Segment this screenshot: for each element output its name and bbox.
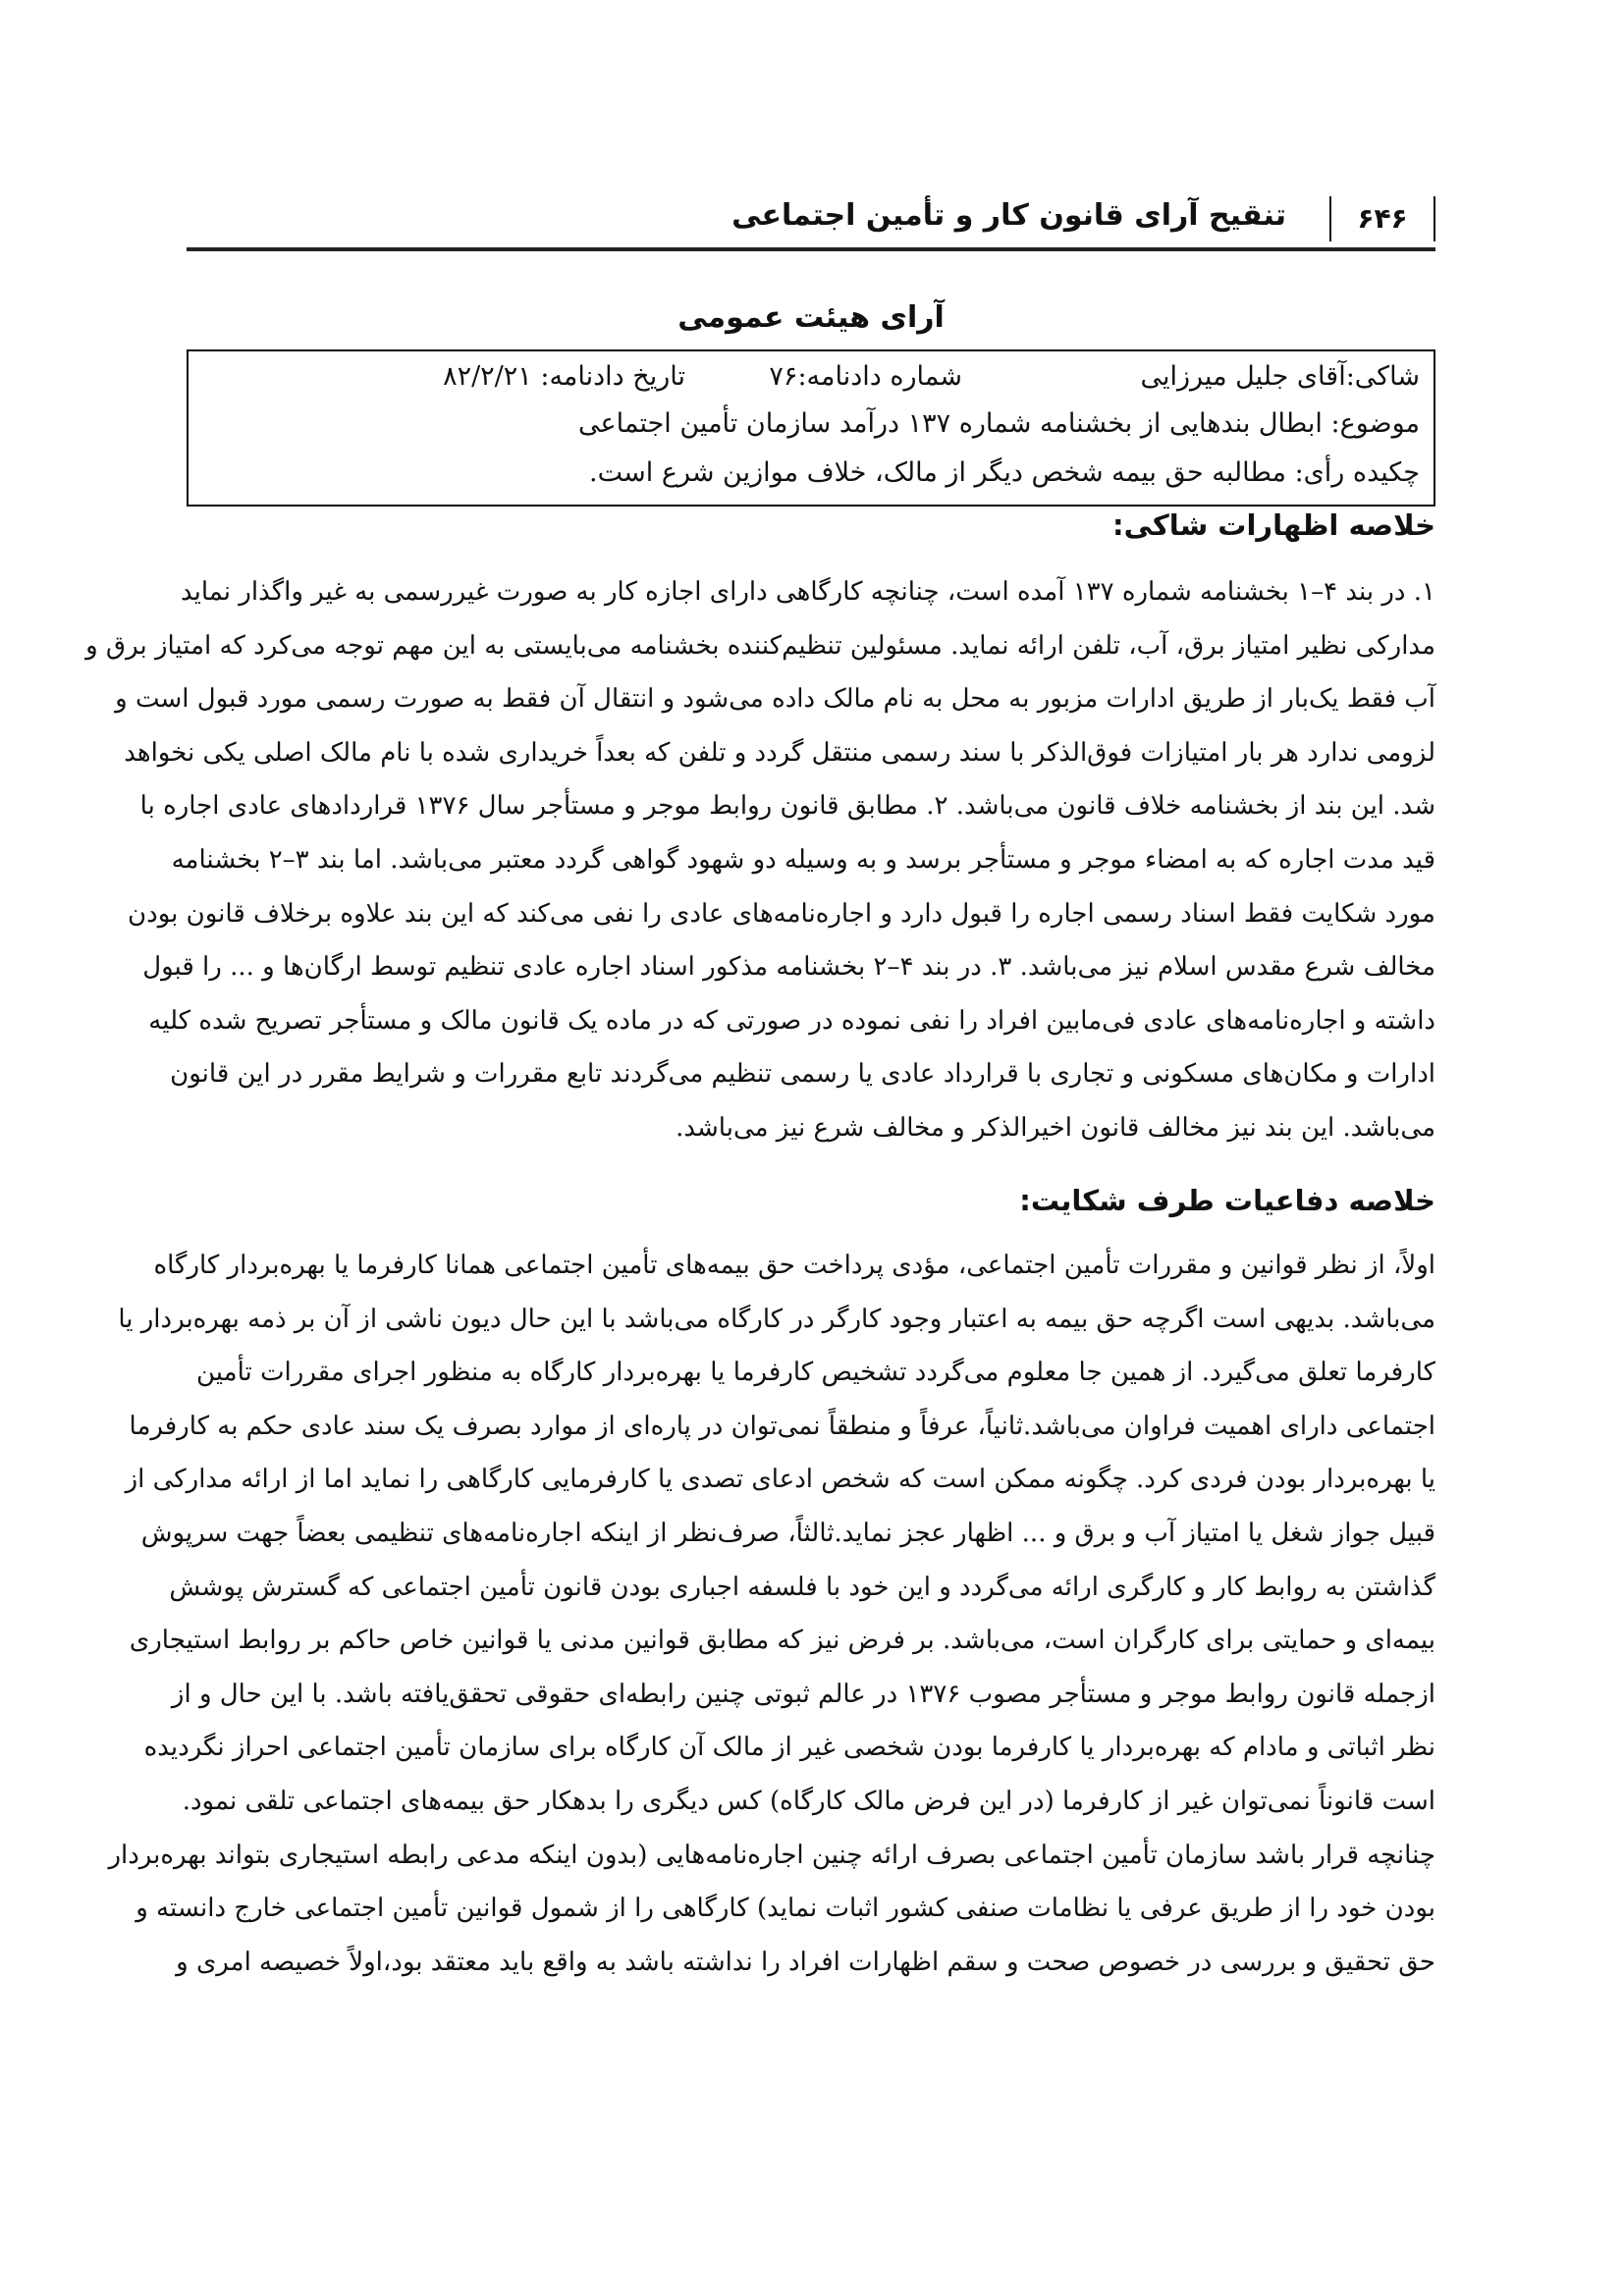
text-line: لزومی ندارد هر بار امتیازات فوق‌الذکر با سند رسمی منتقل گردد و تلفن که بعداً خریداری شده با نام مالک اصلی یکی نخواهد (124, 737, 1435, 768)
text-line: قید مدت اجاره که به امضاء موجر و مستأجر برسد و به وسیله دو شهود گواهی گردد معتبر می‌باشد. اما بند ۳–۲ بخشنامه (171, 844, 1435, 875)
text-line: کارفرما تعلق می‌گیرد. از همین جا معلوم می‌گردد تشخیص کارفرما یا بهره‌بردار کارگاه به منظور اجرای مقررات تأمین (196, 1358, 1435, 1388)
text-line: مخالف شرع مقدس اسلام نیز می‌باشد. ۳. در بند ۴–۲ بخشنامه مذکور اسناد اجاره عادی تنظیم توسط ارگان‌ها و ... را قبول (142, 952, 1435, 983)
running-title: تنقیح آرای قانون کار و تأمین اجتماعی (731, 198, 1286, 233)
verdict-date: تاریخ دادنامه: ۸۲/۲/۲۱ (443, 361, 685, 392)
complaint-heading: خلاصه اظهارات شاکی: (1112, 508, 1435, 542)
defense-heading: خلاصه دفاعیات طرف شکایت: (1019, 1184, 1435, 1217)
complaint-paragraph (85, 565, 1435, 1155)
text-line: ۱. در بند ۴–۱ بخشنامه شماره ۱۳۷ آمده است، چنانچه کارگاهی دارای اجازه کار به صورت غیررسمی به غیر واگذار نماید (180, 577, 1435, 607)
text-line: اولاً، از نظر قوانین و مقررات تأمین اجتماعی، مؤدی پرداخت حق بیمه‌های تأمین اجتماعی همانا کارفرما یا بهره‌بردار کارگاه (153, 1251, 1435, 1280)
verdict-number: شماره دادنامه:۷۶ (769, 361, 962, 392)
case-info-box (187, 349, 1435, 507)
header-divider (187, 247, 1435, 251)
text-line: یا بهره‌بردار بودن فردی کرد. چگونه ممکن است که شخص ادعای تصدی یا کارفرمایی کارگاهی را نماید اما از ارائه مدارکی از (125, 1465, 1435, 1495)
text-line: بیمه‌ای و حمایتی برای کارگران است، می‌باشد. بر فرض نیز که مطابق قوانین مدنی یا قوانین خاص حاکم بر روابط استیجاری (129, 1626, 1435, 1656)
text-line: ازجمله قانون روابط موجر و مستأجر مصوب ۱۳۷۶ در عالم ثبوتی چنین رابطه‌ای حقوقی تحقق‌یافته باشد. با این حال و از (171, 1679, 1435, 1709)
defense-paragraph (108, 1239, 1435, 1989)
text-line: قبیل جواز شغل یا امتیاز آب و برق و ... اظهار عجز نماید.ثالثاً، صرف‌نظر از اینکه اجاره‌نامه‌های تنظیمی بعضاً جهت سرپوش (140, 1518, 1435, 1548)
text-line: مورد شکایت فقط اسناد رسمی اجاره را قبول دارد و اجاره‌نامه‌های عادی را نفی می‌کند که این بند علاوه برخلاف قانون بودن (128, 898, 1435, 929)
case-subject: موضوع: ابطال بندهایی از بخشنامه شماره ۱۳۷ درآمد سازمان تأمین اجتماعی (578, 408, 1420, 439)
text-line: می‌باشد. این بند نیز مخالف قانون اخیرالذکر و مخالف شرع نیز می‌باشد. (676, 1112, 1435, 1143)
ruling-summary: چکیده رأی: مطالبه حق بیمه شخص دیگر از مالک، خلاف موازین شرع است. (589, 457, 1420, 488)
text-line: بودن خود را از طریق عرفی یا نظامات صنفی کشور اثبات نماید) کارگاهی را از شمول قوانین تأمین اجتماعی خارج دانسته و (135, 1894, 1435, 1924)
text-line: چنانچه قرار باشد سازمان تأمین اجتماعی بصرف ارائه چنین اجاره‌نامه‌هایی (بدون اینکه مدعی رابطه استیجاری بتواند بهره‌بردار (108, 1840, 1435, 1870)
text-line: داشته و اجاره‌نامه‌های عادی فی‌مابین افراد را نفی نموده در صورتی که در ماده یک قانون مالک و مستأجر تصریح شده کلیه (148, 1005, 1435, 1036)
text-line: اجتماعی دارای اهمیت فراوان می‌باشد.ثانیاً، عرفاً و منطقاً نمی‌توان در پاره‌ای از موارد بصرف یک سند عادی حکم به کارفرما (129, 1411, 1435, 1441)
text-line: می‌باشد. بدیهی است اگرچه حق بیمه به اعتبار وجود کارگر در کارگاه می‌باشد با این حال دیون ناشی از آن بر ذمه بهره‌بردار یا (118, 1304, 1435, 1334)
plaintiff-label: شاکی:آقای جلیل میرزایی (1140, 361, 1420, 392)
page-header (187, 185, 1435, 249)
text-line: حق تحقیق و بررسی در خصوص صحت و سقم اظهارات افراد را نداشته باشد به واقع باید معتقد بود،اولاً خصیصه امری و (176, 1947, 1435, 1977)
text-line: مدارکی نظیر امتیاز برق، آب، تلفن ارائه نماید. مسئولین تنظیم‌کننده بخشنامه می‌بایستی به این مهم توجه می‌کرد که امتیاز برق و (85, 630, 1435, 661)
text-line: ادارات و مکان‌های مسکونی و تجاری با قرارداد عادی یا رسمی تنظیم می‌گردند تابع مقررات و شرایط مقرر در این قانون (170, 1059, 1435, 1090)
text-line: نظر اثباتی و مادام که بهره‌بردار یا کارفرما بودن شخصی غیر از مالک آن کارگاه برای سازمان تأمین اجتماعی احراز نگردیده (143, 1733, 1435, 1763)
text-line: شد. این بند از بخشنامه خلاف قانون می‌باشد. ۲. مطابق قانون روابط موجر و مستأجر سال ۱۳۷۶ قراردادهای عادی اجاره با (139, 791, 1435, 822)
section-title: آرای هیئت عمومی (677, 300, 945, 335)
text-line: است قانوناً نمی‌توان غیر از کارفرما (در این فرض مالک کارگاه) کس دیگری را بدهکار حق بیمه‌های اجتماعی تلقی نمود. (182, 1786, 1435, 1816)
text-line: گذاشتن به روابط کار و کارگری ارائه می‌گردد و این خود با فلسفه اجباری بودن قانون تأمین اجتماعی که گسترش پوشش (169, 1572, 1435, 1602)
page-number: ۶۴۶ (1329, 196, 1435, 241)
text-line: آب فقط یک‌بار از طریق ادارات مزبور به محل به نام مالک داده می‌شود و انتقال آن فقط به صورت رسمی مورد قبول است و (115, 684, 1435, 715)
